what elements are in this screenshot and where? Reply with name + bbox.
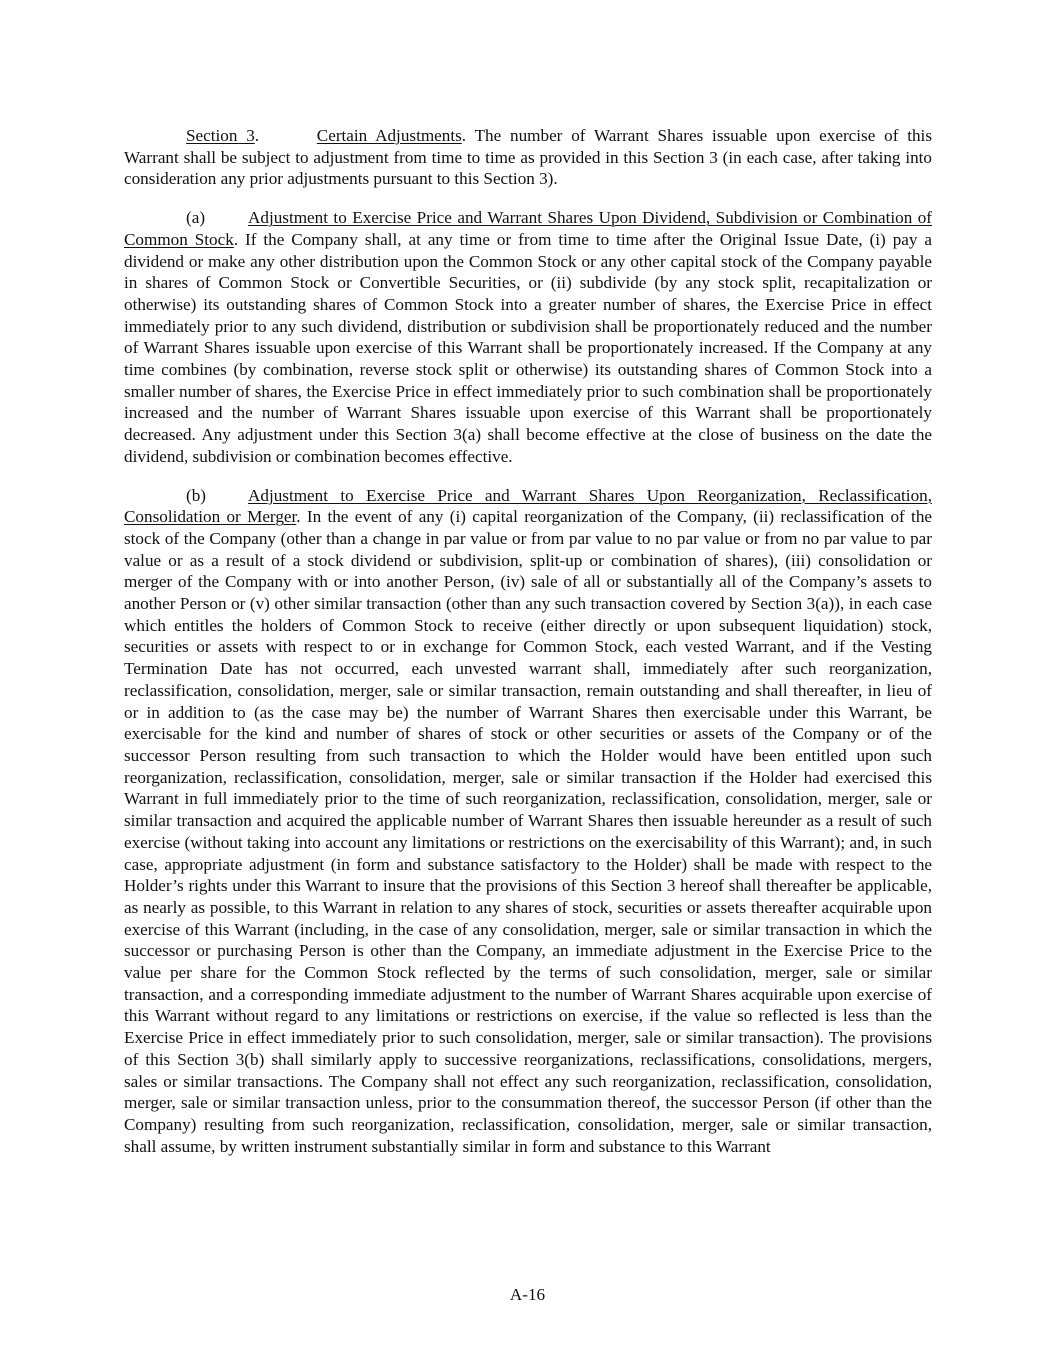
section-3-paragraph <box>124 125 932 190</box>
section-3-period: . <box>254 126 260 145</box>
section-3-label: Section 3 <box>186 126 255 145</box>
paragraph-a-number: (a) <box>186 208 206 228</box>
paragraph-b-body: . In the event of any (i) capital reorganization of the Company, (ii) reclassification of the stock of the Company (other than a change in par value or from par value to no par value or from no par value to par value or as a result of a stock dividend or subdivision, split-up or combination of shares), (iii) consolidation or merger of the Company with or into another Person, (iv) sale of all or substantially all of the Company’s assets to another Person or (v) other similar transaction (other than any such transaction covered by Section 3(a)), in each case which entitles the holders of Common Stock to receive (either directly or upon subsequent liquidation) stock, securities or assets with respect to or in exchange for Common Stock, each vested Warrant, and if the Vesting Termination Date has not occurred, each unvested warrant shall, immediately after such reorganization, reclassification, consolidation, merger, sale or similar transaction, remain outstanding and shall thereafter, in lieu of or in addition to (as the case may be) the number of Warrant Shares then exercisable under this Warrant, be exercisable for the kind and number of shares of stock or other securities or assets of the Company or of the successor Person resulting from such transaction to which the Holder would have been entitled upon such reorganization, reclassification, consolidation, merger, sale or similar transaction if the Holder had exercised this Warrant in full immediately prior to the time of such reorganization, reclassification, consolidation, merger, sale or similar transaction and acquired the applicable number of Warrant Shares then issuable hereunder as a result of such exercise (without taking into account any limitations or restrictions on the exercisability of this Warrant); and, in such case, appropriate adjustment (in form and substance satisfactory to the Holder) shall be made with respect to the Holder’s rights under this Warrant to insure that the provisions of this Section 3 hereof shall thereafter be applicable, as nearly as possible, to this Warrant in relation to any shares of stock, securities or assets thereafter acquirable upon exercise of this Warrant (including, in the case of any consolidation, merger, sale or similar transaction in which the successor or purchasing Person is other than the Company, an immediate adjustment in the Exercise Price to the value per share for the Common Stock reflected by the terms of such consolidation, merger, sale or similar transaction, and a corresponding immediate adjustment to the number of Warrant Shares acquirable upon exercise of this Warrant without regard to any limitations or restrictions on exercise, if the value so reflected is less than the Exercise Price in effect immediately prior to such consolidation, merger, sale or similar transaction). The provisions of this Section 3(b) shall similarly apply to successive reorganizations, reclassifications, consolidations, mergers, sales or similar transactions. The Company shall not effect any such reorganization, reclassification, consolidation, merger, sale or similar transaction unless, prior to the consummation thereof, the successor Person (if other than the Company) resulting from such reorganization, reclassification, consolidation, merger, sale or similar transaction, shall assume, by written instrument substantially similar in form and substance to this Warrant <box>124 507 932 1156</box>
paragraph-a <box>124 207 932 467</box>
paragraph-b-heading: Adjustment to Exercise Price and Warrant Shares Upon Reorganization, Reclassification, Consolidation or Merger <box>124 485 932 527</box>
document-page <box>124 125 932 1174</box>
paragraph-b-number: (b) <box>186 485 206 505</box>
section-3-body: . The number of Warrant Shares issuable upon exercise of this Warrant shall be subject to adjustment from time to time as provided in this Section 3 (in each case, after taking into consideration any prior adjustments pursuant to this Section 3). <box>124 126 932 189</box>
section-3-heading: Certain Adjustments <box>316 126 462 145</box>
paragraph-b <box>124 485 932 1158</box>
page-number: A-16 <box>509 1285 546 1304</box>
paragraph-a-body: . If the Company shall, at any time or from time to time after the Original Issue Date, (i) pay a dividend or make any other distribution upon the Common Stock or any other capital stock of the Company payable in shares of Common Stock or Convertible Securities, or (ii) subdivide (by any stock split, recapitalization or otherwise) its outstanding shares of Common Stock into a greater number of shares, the Exercise Price in effect immediately prior to any such dividend, distribution or subdivision shall be proportionately reduced and the number of Warrant Shares issuable upon exercise of this Warrant shall be proportionately increased. If the Company at any time combines (by combination, reverse stock split or otherwise) its outstanding shares of Common Stock into a smaller number of shares, the Exercise Price in effect immediately prior to such combination shall be proportionately increased and the number of Warrant Shares issuable upon exercise of this Warrant shall be proportionately decreased. Any adjustment under this Section 3(a) shall become effective at the close of business on the date the dividend, subdivision or combination becomes effective. <box>124 229 932 466</box>
paragraph-a-heading: Adjustment to Exercise Price and Warrant Shares Upon Dividend, Subdivision or Combination of Common Stock <box>124 208 932 249</box>
